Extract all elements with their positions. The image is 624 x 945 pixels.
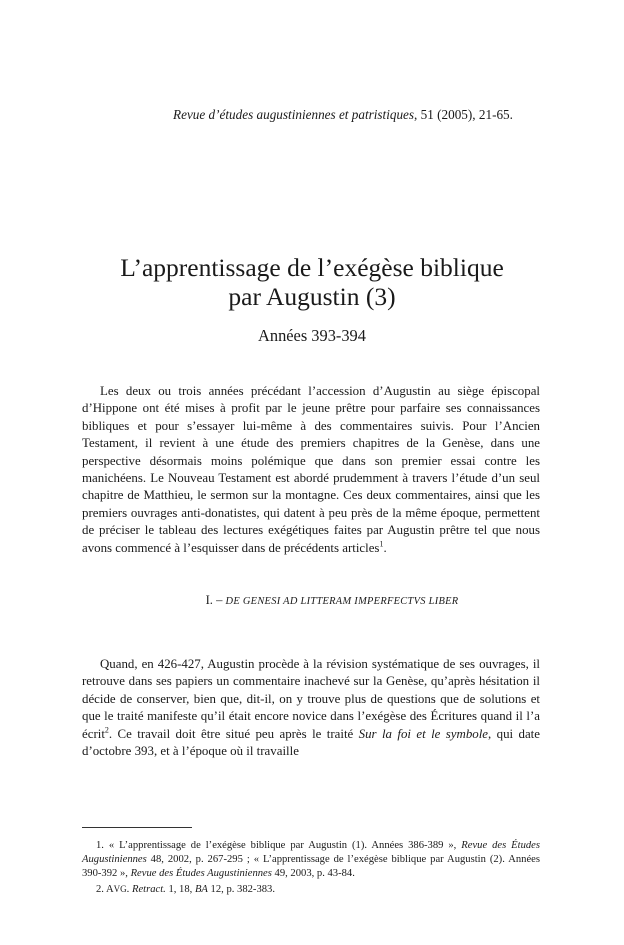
footnote-ref-2[interactable]: 2 [104, 725, 109, 735]
footnote-2 [82, 882, 540, 897]
footnote-1-text-a: 1. « L’apprentissage de l’exégèse biblique par Augustin (1). Années 386-389 », [96, 840, 462, 851]
footnote-2-text-b: . [126, 883, 132, 895]
intro-text: Les deux ou trois années précédant l’accession d’Augustin au siège épiscopal d’Hippone ont été mises à profit par le jeune prêtre pour parfaire ses connaissances bibliques et pour s’essayer lui-même à des commentaires suivis. Pour l’Ancien Testament, il revient à une étude des premiers chapitres de la Genèse, dans une perspective désormais moins polémique que dans son premier essai contre les manichéens. Le Nouveau Testament est abordé prudemment à travers l’étude d’un seul chapitre de Matthieu, le sermon sur la montagne. Ces deux commentaires, ainsi que les premiers ouvrages anti-donatistes, qui datent à peu près de la même époque, permettent de préciser le tableau des lectures exégétiques faites par Augustin prêtre tel que nous avons commencé à l’esquisser dans de précédents articles [82, 384, 540, 555]
section-text-part3: , qui date d’octobre 393, et à l’époque où il travaille [82, 726, 540, 759]
footnote-divider [82, 827, 192, 828]
footnotes [82, 839, 540, 897]
footnote-1 [82, 839, 540, 882]
section-number: I. – [205, 593, 226, 607]
footnote-2-series: BA [194, 883, 208, 895]
footnote-1-text-c: 49, 2003, p. 43-84. [271, 868, 355, 880]
footnote-1-journal-b: Revue des Études Augustiniennes [130, 868, 272, 880]
section-title: DE GENESI AD LITTERAM IMPERFECTVS LIBER [225, 596, 459, 607]
journal-title: Revue d’études augustiniennes et patristiques [173, 107, 415, 122]
footnote-2-text-c: 1, 18, [165, 883, 195, 895]
article-subtitle: Années 393-394 [258, 326, 366, 345]
section-paragraph [82, 656, 540, 760]
journal-citation [0, 107, 624, 123]
section-text-part1: Quand, en 426-427, Augustin procède à la révision systématique de ses ouvrages, il retrouve dans ses papiers un commentaire inachevé sur la Genèse, qu’après hésitation il décide de conserver, bien que, dit-il, on y trouve plus de questions que de solutions et que le traité manifeste qu’il était encore novice dans l’exégèse des Écritures quand il l’a écrit [82, 657, 540, 741]
footnote-2-smallcaps: VG [113, 883, 127, 894]
footnote-2-text-a: 2. A [96, 883, 114, 895]
footnote-1-text-b: 48, 2002, p. 267-295 ; « L’apprentissage de l’exégèse biblique par Augustin (2). Années 390-392 », [82, 854, 540, 880]
section-text-part2: . Ce travail doit être situé peu après le traité [108, 726, 359, 741]
footnote-1-journal-a: Revue des Études Augustiniennes [82, 840, 540, 866]
intro-paragraph: Les deux ou trois années précédant l’accession d’Augustin au siège épiscopal d’Hippone ont été mises à profit par le jeune prêtre pour parfaire ses connaissances bibliques et pour s’essayer lui-même à des commentaires suivis. Pour l’Ancien Testament, il revient à une étude des premiers chapitres de la Genèse, dans une perspective désormais moins polémique que dans son premier essai contre les manichéens. Le Nouveau Testament est abordé prudemment à travers l’étude d’un seul chapitre de Matthieu, le sermon sur la montagne. Ces deux commentaires, ainsi que les premiers ouvrages anti-donatistes, qui datent à peu près de la même époque, permettent de préciser le tableau des lectures exégétiques faites par Augustin prêtre tel que nous avons commencé à l’esquisser dans de précédents articles$^1$. [82, 384, 540, 555]
article-title-line1: L’apprentissage de l’exégèse biblique [120, 253, 504, 282]
journal-volume: , 51 (2005), 21-65. [414, 107, 513, 122]
footnote-2-text-d: 12, p. 382-383. [207, 883, 275, 895]
article-title-line2: par Augustin (3) [228, 282, 396, 311]
section-heading [0, 593, 624, 608]
footnote-ref-1[interactable]: 1 [379, 539, 384, 549]
section-text-italic: Sur la foi et le symbole [358, 726, 489, 741]
footnote-2-work: Retract. [131, 883, 166, 895]
article-title [0, 253, 624, 311]
